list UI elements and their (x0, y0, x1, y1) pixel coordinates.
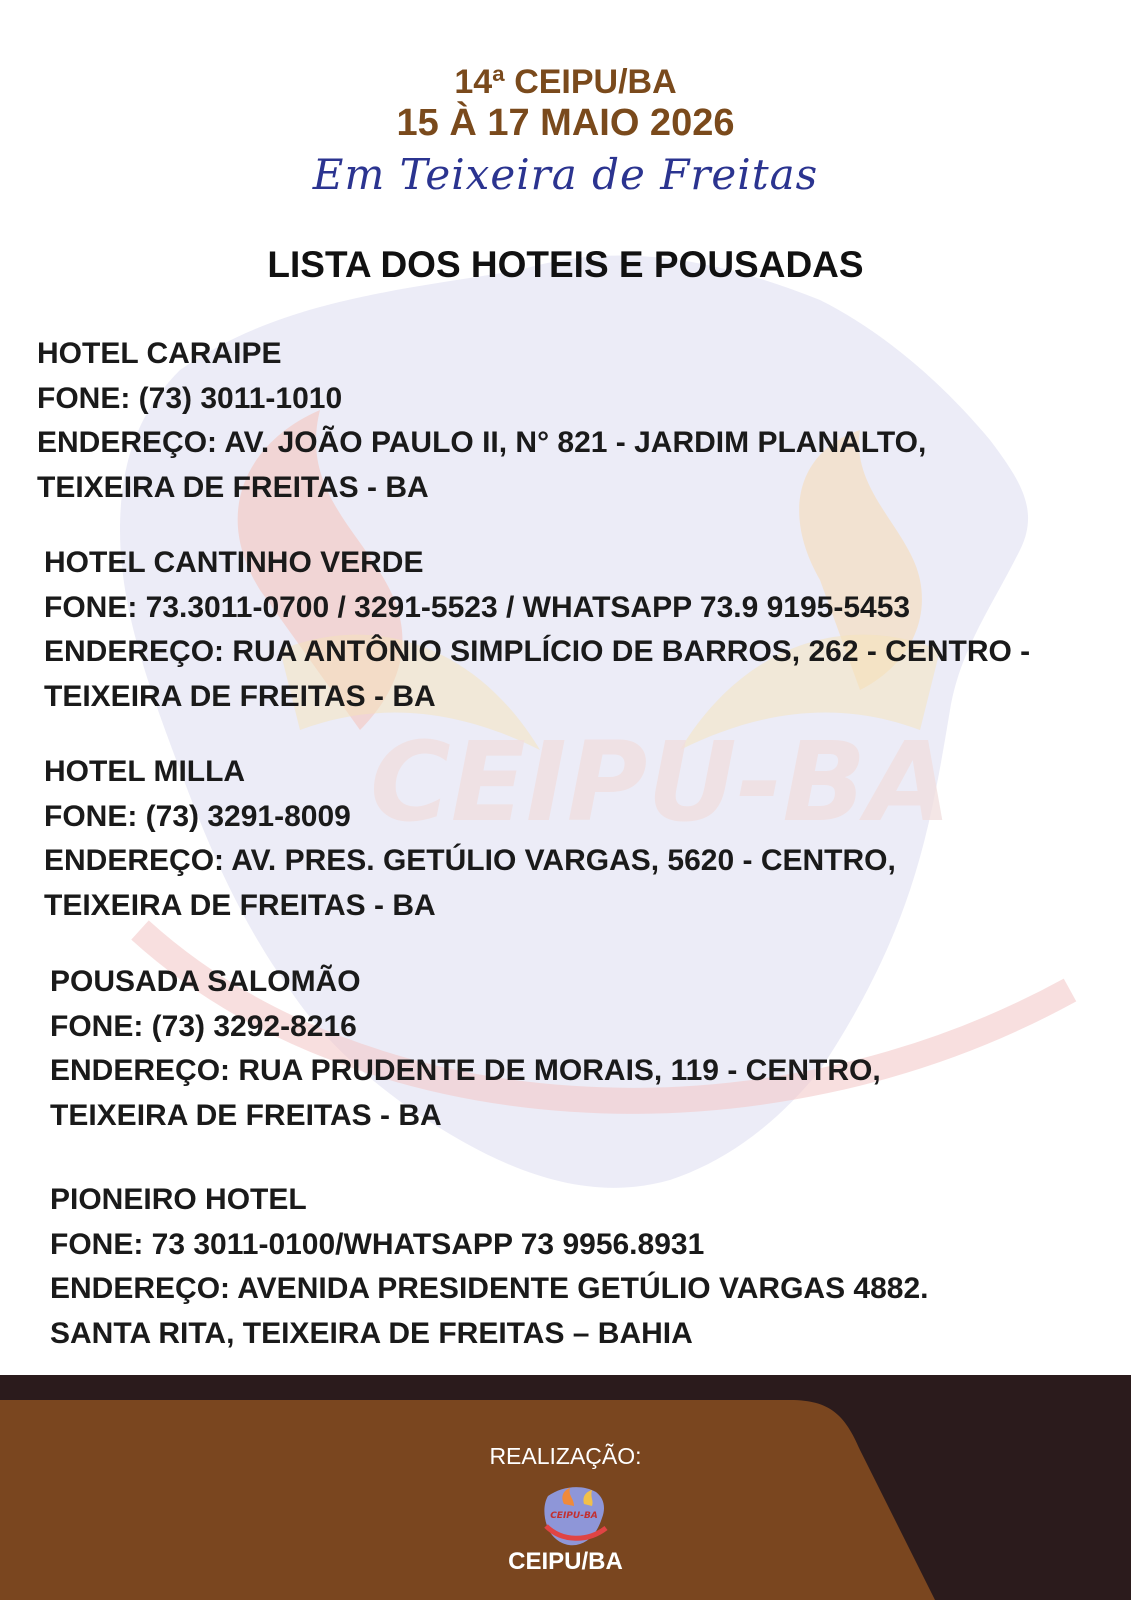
hotel-address-line-2: TEIXEIRA DE FREITAS - BA (44, 888, 436, 922)
hotel-name: PIONEIRO HOTEL (50, 1183, 307, 1216)
hotel-address-line-2: TEIXEIRA DE FREITAS - BA (37, 470, 429, 504)
hotel-phone: FONE: (73) 3291-8009 (44, 799, 351, 833)
ceipu-logo (538, 1482, 610, 1548)
event-dates: 15 À 17 MAIO 2026 (396, 102, 735, 144)
hotel-address-line-2: TEIXEIRA DE FREITAS - BA (44, 679, 436, 713)
hotel-name: HOTEL CANTINHO VERDE (44, 546, 424, 579)
hotel-phone: FONE: 73 3011-0100/WHATSAPP 73 9956.8931 (50, 1227, 705, 1261)
hotel-address-line-2: SANTA RITA, TEIXEIRA DE FREITAS – BAHIA (50, 1316, 693, 1350)
event-edition: 14ª CEIPU/BA (454, 63, 677, 101)
hotel-address-line-1: ENDEREÇO: AV. JOÃO PAULO II, N° 821 - JARDIM PLANALTO, (37, 426, 927, 459)
hotel-entry (50, 1178, 928, 1356)
hotel-address-line-2: TEIXEIRA DE FREITAS - BA (50, 1098, 442, 1132)
hotel-address-line-1: ENDEREÇO: RUA ANTÔNIO SIMPLÍCIO DE BARROS, 262 - CENTRO - (44, 635, 1031, 668)
hotel-entry (37, 332, 926, 510)
hotel-name: HOTEL MILLA (44, 755, 246, 788)
event-city-script: Em Teixeira de Freitas (312, 150, 819, 199)
list-title: LISTA DOS HOTEIS E POUSADAS (267, 244, 864, 285)
hotel-entry (44, 541, 1030, 719)
hotel-name: POUSADA SALOMÃO (50, 965, 361, 998)
hotel-phone: FONE: (73) 3011-1010 (37, 381, 343, 415)
hotel-phone: FONE: (73) 3292-8216 (50, 1009, 357, 1043)
hotel-address-line-1: ENDEREÇO: AV. PRES. GETÚLIO VARGAS, 5620 - CENTRO, (44, 844, 896, 877)
hotel-address-line-1: ENDEREÇO: RUA PRUDENTE DE MORAIS, 119 - CENTRO, (50, 1054, 881, 1087)
watermark-text: CEIPU-BA (370, 718, 952, 846)
hotel-entry (44, 750, 896, 928)
hotel-phone: FONE: 73.3011-0700 / 3291-5523 / WHATSAPP 73.9 9195-5453 (44, 590, 911, 624)
logo-text: CEIPU-BA (550, 1511, 598, 1521)
hotel-address-line-1: ENDEREÇO: AVENIDA PRESIDENTE GETÚLIO VARGAS 4882. (50, 1272, 929, 1305)
hotel-entry (50, 960, 881, 1138)
hotel-name: HOTEL CARAIPE (37, 337, 282, 370)
organization-name: CEIPU/BA (508, 1548, 623, 1575)
footer-label: REALIZAÇÃO: (489, 1443, 642, 1469)
